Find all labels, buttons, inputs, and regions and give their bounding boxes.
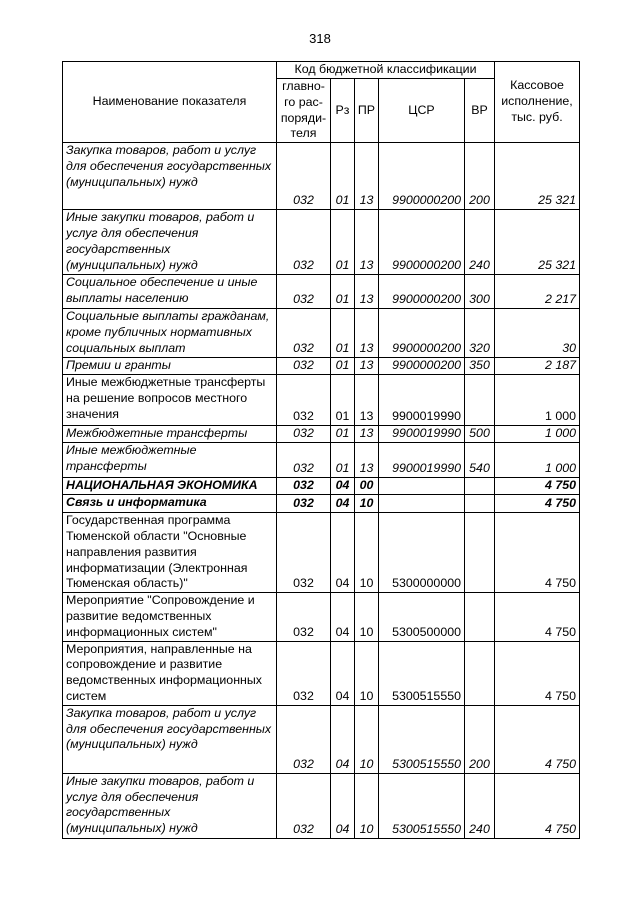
row-amount: 4 750 (495, 773, 580, 838)
row-csr (379, 495, 465, 513)
table-row (63, 773, 580, 838)
row-rz: 01 (331, 210, 355, 275)
row-pr: 13 (355, 143, 379, 210)
row-chief-manager: 032 (277, 641, 331, 705)
header-chief-manager: главно-го рас-поряди-теля (277, 79, 331, 143)
row-chief-manager: 032 (277, 143, 331, 210)
row-name: Иные межбюджетные трансферты на решение вопросов местного значения (63, 375, 277, 426)
row-chief-manager: 032 (277, 443, 331, 478)
row-rz: 04 (331, 495, 355, 513)
header-pr: ПР (355, 79, 379, 143)
row-pr: 10 (355, 513, 379, 593)
row-name: Премии и гранты (63, 358, 277, 375)
row-amount: 2 217 (495, 275, 580, 309)
header-rz: Рз (331, 79, 355, 143)
table-row (63, 358, 580, 375)
table-row (63, 478, 580, 495)
row-name: Мероприятия, направленные на сопровождение и развитие ведомственных информационных систем (63, 641, 277, 705)
row-chief-manager: 032 (277, 495, 331, 513)
header-name: Наименование показателя (63, 62, 277, 143)
row-vr: 240 (465, 773, 495, 838)
row-amount: 2 187 (495, 358, 580, 375)
row-csr: 9900000200 (379, 358, 465, 375)
table-row (63, 705, 580, 773)
header-amount: Кассовое исполнение, тыс. руб. (495, 62, 580, 143)
row-name: Социальное обеспечение и иные выплаты населению (63, 275, 277, 309)
row-pr: 10 (355, 773, 379, 838)
row-rz: 04 (331, 773, 355, 838)
row-name: Государственная программа Тюменской области "Основные направления развития информатизации (Электронная Тюменская область)" (63, 513, 277, 593)
row-pr: 13 (355, 358, 379, 375)
row-amount: 4 750 (495, 513, 580, 593)
row-vr: 500 (465, 426, 495, 443)
row-chief-manager: 032 (277, 210, 331, 275)
row-rz: 04 (331, 478, 355, 495)
row-csr: 9900000200 (379, 210, 465, 275)
table-body (63, 143, 580, 839)
row-csr: 9900000200 (379, 143, 465, 210)
row-amount: 1 000 (495, 426, 580, 443)
row-rz: 01 (331, 358, 355, 375)
row-chief-manager: 032 (277, 426, 331, 443)
row-name: Мероприятие "Сопровождение и развитие ведомственных информационных систем" (63, 593, 277, 641)
row-chief-manager: 032 (277, 513, 331, 593)
row-name: Иные закупки товаров, работ и услуг для обеспечения государственных (муниципальных) нужд (63, 773, 277, 838)
row-vr (465, 593, 495, 641)
row-amount: 25 321 (495, 210, 580, 275)
table-row (63, 309, 580, 358)
row-pr: 00 (355, 478, 379, 495)
table-row (63, 495, 580, 513)
row-chief-manager: 032 (277, 593, 331, 641)
row-vr (465, 495, 495, 513)
row-amount: 4 750 (495, 478, 580, 495)
row-name: Социальные выплаты гражданам, кроме публичных нормативных социальных выплат (63, 309, 277, 358)
table-row (63, 426, 580, 443)
row-pr: 13 (355, 309, 379, 358)
table-row (63, 641, 580, 705)
row-rz: 04 (331, 705, 355, 773)
row-rz: 04 (331, 593, 355, 641)
row-csr: 9900019990 (379, 443, 465, 478)
row-name: Закупка товаров, работ и услуг для обеспечения государственных (муниципальных) нужд (63, 705, 277, 773)
row-chief-manager: 032 (277, 358, 331, 375)
row-name: Иные межбюджетные трансферты (63, 443, 277, 478)
table-row (63, 513, 580, 593)
row-vr (465, 641, 495, 705)
row-pr: 13 (355, 375, 379, 426)
table-row (63, 375, 580, 426)
budget-table (62, 61, 580, 839)
table-row (63, 143, 580, 210)
row-vr (465, 478, 495, 495)
row-name: Закупка товаров, работ и услуг для обеспечения государственных (муниципальных) нужд (63, 143, 277, 210)
header-code-group: Код бюджетной классификации (277, 62, 495, 79)
row-pr: 10 (355, 641, 379, 705)
row-rz: 01 (331, 309, 355, 358)
row-chief-manager: 032 (277, 375, 331, 426)
row-rz: 01 (331, 426, 355, 443)
row-chief-manager: 032 (277, 309, 331, 358)
table-row (63, 275, 580, 309)
row-pr: 13 (355, 275, 379, 309)
table-row (63, 443, 580, 478)
row-csr: 9900000200 (379, 275, 465, 309)
row-name: НАЦИОНАЛЬНАЯ ЭКОНОМИКА (63, 478, 277, 495)
row-amount: 4 750 (495, 705, 580, 773)
row-amount: 1 000 (495, 443, 580, 478)
row-vr (465, 375, 495, 426)
row-rz: 01 (331, 143, 355, 210)
row-chief-manager: 032 (277, 275, 331, 309)
row-name: Связь и информатика (63, 495, 277, 513)
row-pr: 10 (355, 593, 379, 641)
row-csr: 5300515550 (379, 773, 465, 838)
header-vr: ВР (465, 79, 495, 143)
row-amount: 4 750 (495, 495, 580, 513)
row-csr (379, 478, 465, 495)
header-csr: ЦСР (379, 79, 465, 143)
table-row (63, 210, 580, 275)
row-amount: 30 (495, 309, 580, 358)
row-csr: 5300500000 (379, 593, 465, 641)
row-vr (465, 513, 495, 593)
row-vr: 320 (465, 309, 495, 358)
row-amount: 4 750 (495, 593, 580, 641)
row-amount: 25 321 (495, 143, 580, 210)
row-csr: 9900000200 (379, 309, 465, 358)
row-rz: 01 (331, 443, 355, 478)
row-csr: 9900019990 (379, 426, 465, 443)
row-csr: 5300515550 (379, 641, 465, 705)
row-pr: 13 (355, 426, 379, 443)
row-name: Межбюджетные трансферты (63, 426, 277, 443)
row-pr: 10 (355, 705, 379, 773)
page-number: 318 (309, 31, 331, 46)
row-rz: 01 (331, 275, 355, 309)
row-pr: 10 (355, 495, 379, 513)
row-chief-manager: 032 (277, 773, 331, 838)
row-rz: 04 (331, 513, 355, 593)
row-rz: 01 (331, 375, 355, 426)
row-vr: 240 (465, 210, 495, 275)
row-chief-manager: 032 (277, 478, 331, 495)
row-vr: 540 (465, 443, 495, 478)
row-vr: 200 (465, 143, 495, 210)
row-name: Иные закупки товаров, работ и услуг для обеспечения государственных (муниципальных) нужд (63, 210, 277, 275)
row-csr: 9900019990 (379, 375, 465, 426)
row-amount: 1 000 (495, 375, 580, 426)
row-vr: 300 (465, 275, 495, 309)
row-vr: 200 (465, 705, 495, 773)
row-vr: 350 (465, 358, 495, 375)
row-csr: 5300000000 (379, 513, 465, 593)
row-pr: 13 (355, 443, 379, 478)
row-csr: 5300515550 (379, 705, 465, 773)
row-pr: 13 (355, 210, 379, 275)
row-amount: 4 750 (495, 641, 580, 705)
table-row (63, 593, 580, 641)
row-rz: 04 (331, 641, 355, 705)
row-chief-manager: 032 (277, 705, 331, 773)
